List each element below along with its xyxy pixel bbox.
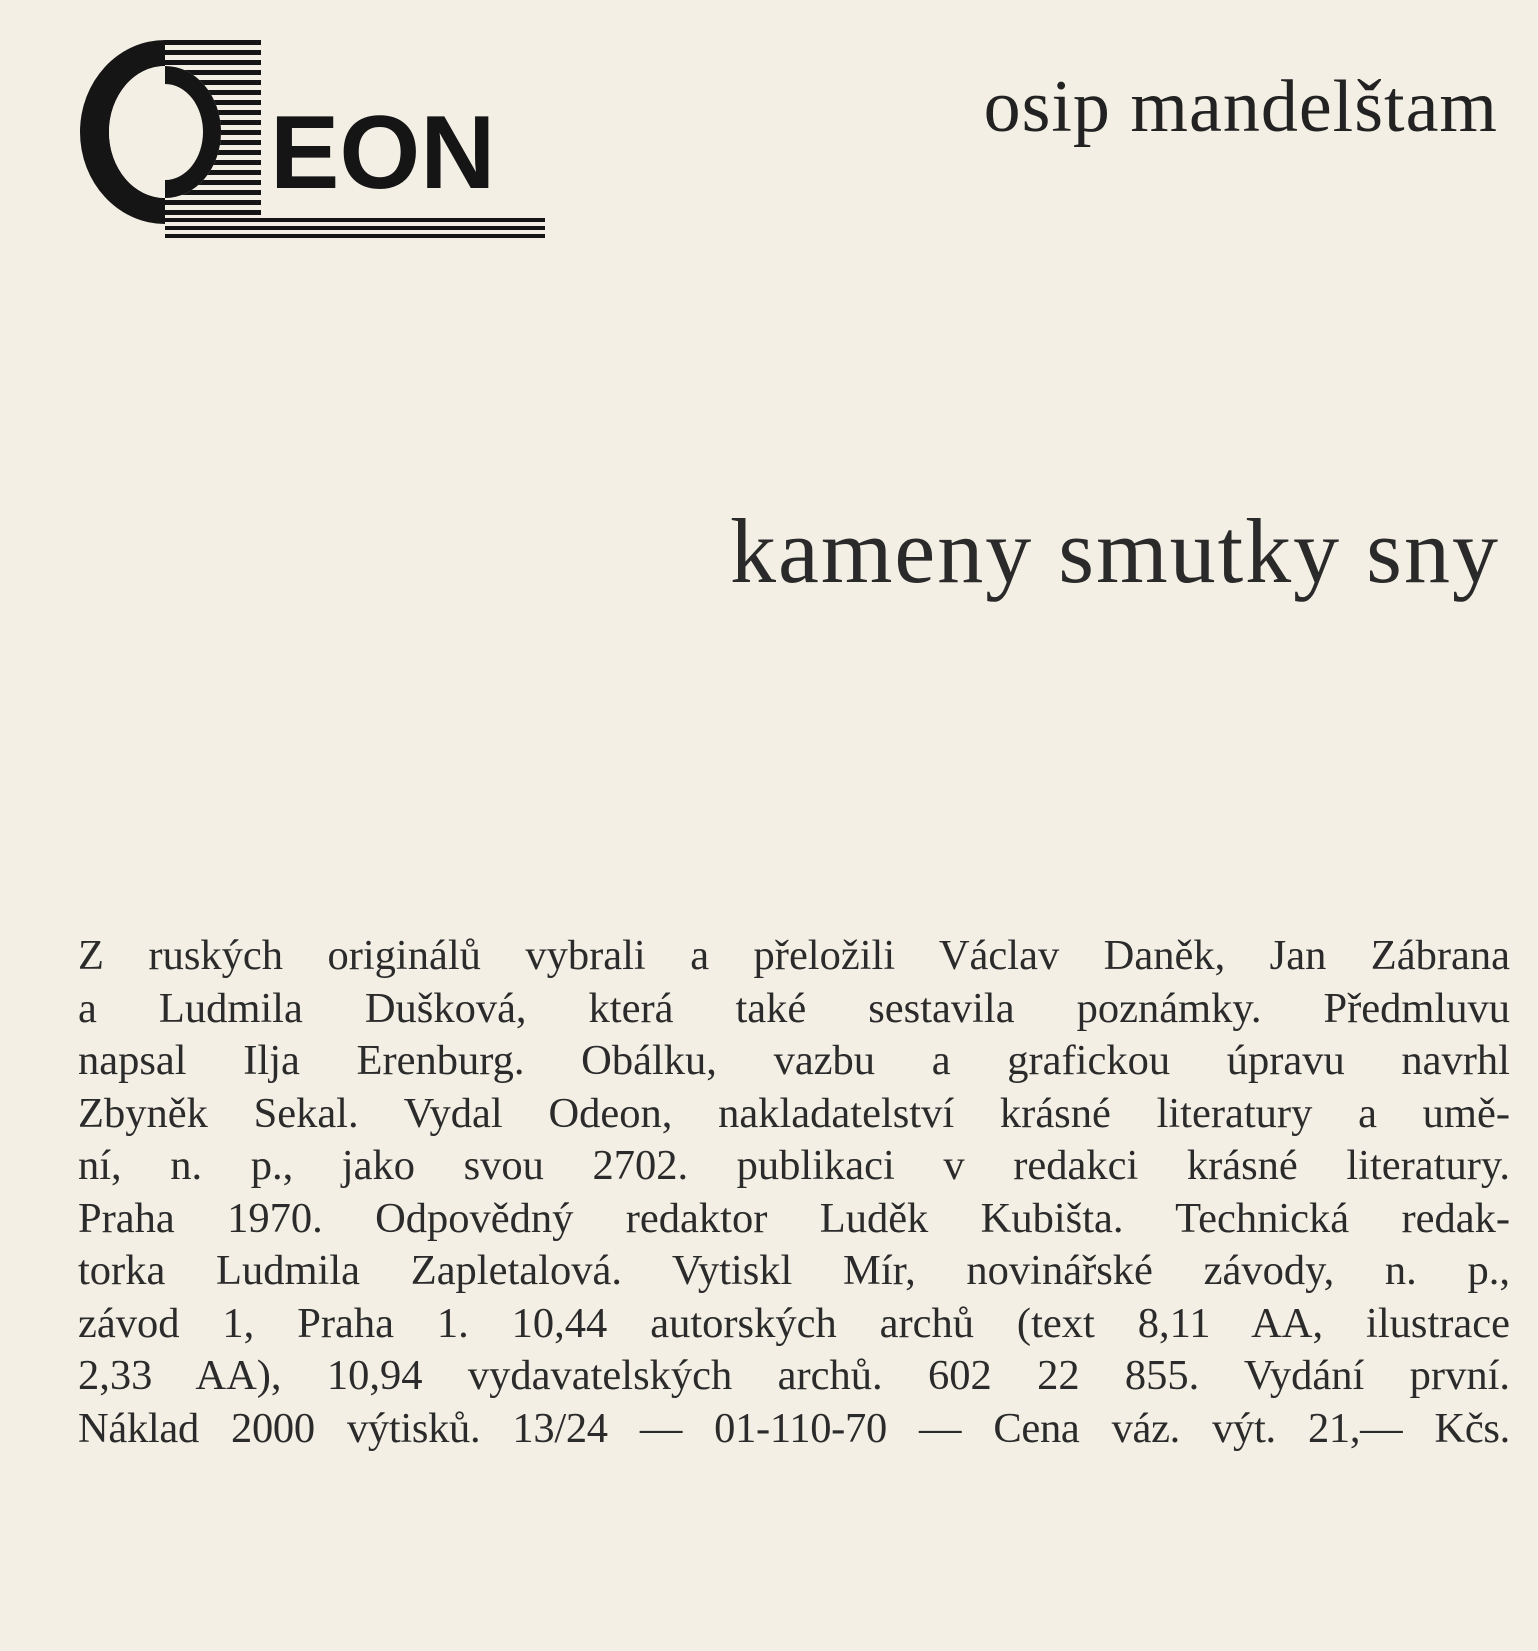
colophon-line: Náklad 2000 výtisků. 13/24 — 01-110-70 — Cena váz. výt. 21,— Kčs.: [78, 1404, 1510, 1452]
colophon-line: torka Ludmila Zapletalová. Vytiskl Mír, novinářské závody, n. p.,: [78, 1247, 1510, 1294]
logo-wordmark: EON: [270, 95, 496, 211]
author-name: osip mandelštam: [983, 66, 1498, 148]
colophon: [78, 930, 1510, 1455]
book-title: kameny smutky sny: [730, 500, 1500, 602]
colophon-line: 2,33 AA), 10,94 vydavatelských archů. 602 22 855. Vydání první.: [78, 1352, 1510, 1399]
colophon-line: Z ruských originálů vybrali a přeložili Václav Daněk, Jan Zábrana: [78, 932, 1510, 979]
odeon-logo: [70, 30, 550, 240]
colophon-line: a Ludmila Dušková, která také sestavila poznámky. Předmluvu: [78, 984, 1510, 1032]
colophon-line: napsal Ilja Erenburg. Obálku, vazbu a grafickou úpravu navrhl: [78, 1037, 1510, 1084]
colophon-line: ní, n. p., jako svou 2702. publikaci v redakci krásné literatury.: [78, 1142, 1510, 1189]
colophon-line: Praha 1970. Odpovědný redaktor Luděk Kubišta. Technická redak-: [78, 1194, 1510, 1242]
colophon-line: závod 1, Praha 1. 10,44 autorských archů (text 8,11 AA, ilustrace: [78, 1299, 1510, 1347]
colophon-line: Zbyněk Sekal. Vydal Odeon, nakladatelství krásné literatury a umě-: [78, 1089, 1510, 1137]
